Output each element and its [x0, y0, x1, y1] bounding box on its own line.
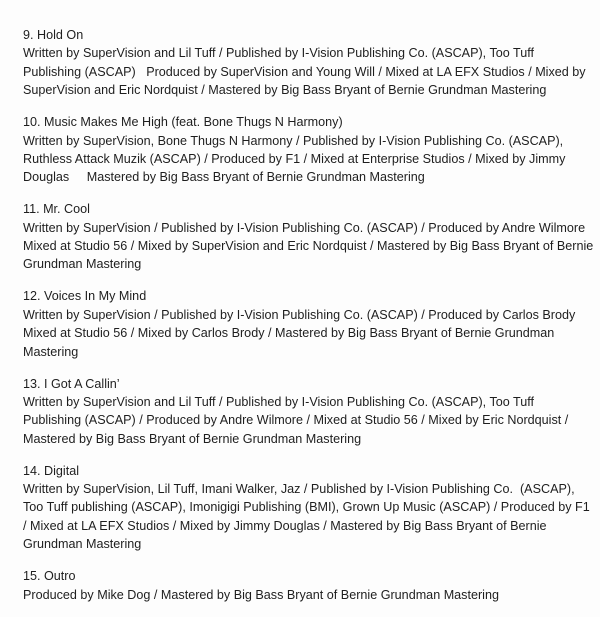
credit-line: Mastering	[23, 344, 79, 359]
credit-line: Ruthless Attack Muzik (ASCAP) / Produced by F1 / Mixed at Enterprise Studios / Mixed by Jimmy	[23, 151, 566, 166]
credit-line: SuperVision and Eric Nordquist / Mastered by Big Bass Bryant of Bernie Grundman Mastering	[23, 83, 547, 98]
track-title: 15. Outro	[23, 569, 76, 584]
track-credit-block	[23, 26, 593, 100]
credit-line: Produced by Mike Dog / Mastered by Big Bass Bryant of Bernie Grundman Mastering	[23, 587, 499, 602]
credit-line: / Mixed at LA EFX Studios / Mixed by Jimmy Douglas / Mastered by Big Bass Bryant of Bernie	[23, 518, 547, 533]
track-credit-block	[23, 287, 593, 361]
credit-line: Douglas Mastered by Big Bass Bryant of Bernie Grundman Mastering	[23, 170, 425, 185]
credit-line: Grundman Mastering	[23, 537, 142, 552]
credit-line: Written by SuperVision and Lil Tuff / Published by I-Vision Publishing Co. (ASCAP), Too Tuff	[23, 394, 535, 409]
track-title: 11. Mr. Cool	[23, 202, 90, 217]
track-credit-block	[23, 567, 593, 604]
credit-line: Mixed at Studio 56 / Mixed by SuperVision and Eric Nordquist / Mastered by Big Bass Bryant of Bernie	[23, 239, 594, 254]
track-title: 10. Music Makes Me High (feat. Bone Thugs N Harmony)	[23, 115, 343, 130]
credit-line: Written by SuperVision, Lil Tuff, Imani Walker, Jaz / Published by I-Vision Publishing Co. (ASCAP),	[23, 482, 575, 497]
credit-line: Grundman Mastering	[23, 257, 142, 272]
credit-line: Written by SuperVision / Published by I-Vision Publishing Co. (ASCAP) / Produced by Andre Wilmore	[23, 220, 586, 235]
track-credit-block	[23, 375, 593, 449]
credit-line: Mixed at Studio 56 / Mixed by Carlos Brody / Mastered by Big Bass Bryant of Bernie Grundman	[23, 326, 555, 341]
credit-line: Publishing (ASCAP) / Produced by Andre Wilmore / Mixed at Studio 56 / Mixed by Eric Nordquist /	[23, 413, 569, 428]
credit-line: Written by SuperVision / Published by I-Vision Publishing Co. (ASCAP) / Produced by Carlos Brody	[23, 307, 576, 322]
credit-line: Mastered by Big Bass Bryant of Bernie Grundman Mastering	[23, 431, 362, 446]
track-title: 9. Hold On	[23, 28, 84, 42]
track-credit-block	[23, 113, 593, 187]
credit-line: Written by SuperVision, Bone Thugs N Harmony / Published by I-Vision Publishing Co. (ASCAP),	[23, 133, 564, 148]
track-credit-block	[23, 462, 593, 554]
track-title: 12. Voices In My Mind	[23, 289, 147, 304]
track-title: 14. Digital	[23, 463, 80, 478]
track-title: 13. I Got A Callin’	[23, 376, 120, 391]
credit-line: Too Tuff publishing (ASCAP), Imonigigi Publishing (BMI), Grown Up Music (ASCAP) / Produced by F1	[23, 500, 590, 515]
credit-line: Written by SuperVision and Lil Tuff / Published by I-Vision Publishing Co. (ASCAP), Too Tuff	[23, 46, 535, 61]
track-credit-block	[23, 200, 593, 274]
liner-notes-credits	[23, 26, 593, 617]
credit-line: Publishing (ASCAP) Produced by SuperVision and Young Will / Mixed at LA EFX Studios / Mixed by	[23, 64, 586, 79]
